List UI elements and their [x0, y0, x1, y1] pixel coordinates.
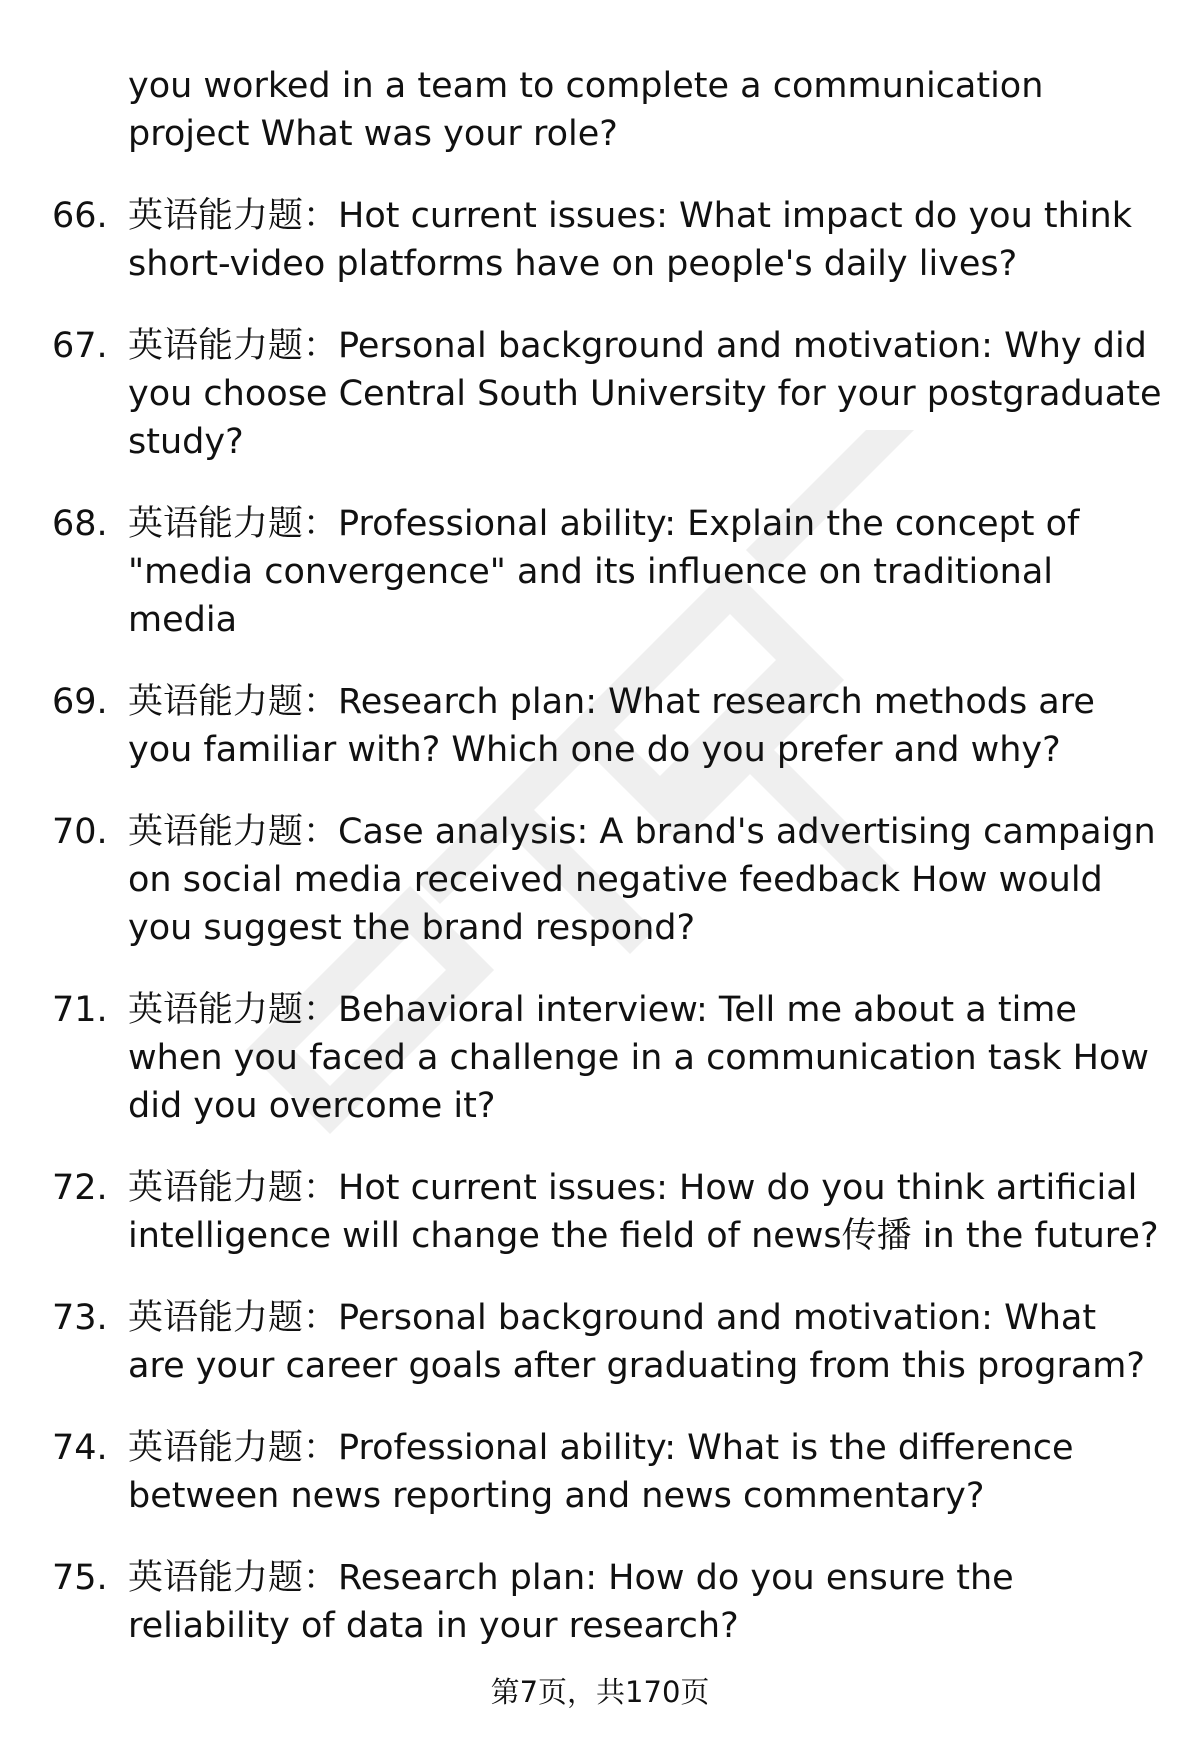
question-number: 68.	[52, 504, 108, 544]
list-item	[52, 1294, 1162, 1390]
list-item	[52, 192, 1162, 288]
page-footer: 第7页，共170页	[490, 1675, 710, 1709]
question-number: 69.	[52, 682, 108, 722]
question-number: 70.	[52, 812, 108, 852]
list-item	[52, 986, 1162, 1130]
list-item	[52, 322, 1162, 466]
question-text: 英语能力题：Professional ability: Explain the concept of "media convergence" and its influence on traditional media	[128, 504, 1080, 640]
question-text: 英语能力题：Case analysis: A brand's advertising campaign on social media received negative feedback How would you suggest the brand respond?	[128, 812, 1156, 948]
list-item	[52, 1424, 1162, 1520]
question-number: 75.	[52, 1558, 108, 1598]
question-text: 英语能力题：Research plan: What research methods are you familiar with? Which one do you prefer and why?	[128, 682, 1095, 770]
list-item	[52, 500, 1162, 644]
question-list	[52, 192, 1162, 1684]
question-text: 英语能力题：Research plan: How do you ensure the reliability of data in your research?	[128, 1558, 1014, 1646]
question-number: 73.	[52, 1298, 108, 1338]
question-number: 72.	[52, 1168, 108, 1208]
question-text: 英语能力题：Personal background and motivation: Why did you choose Central South University for your postgraduate study?	[128, 326, 1162, 462]
question-text: 英语能力题：Personal background and motivation: What are your career goals after graduating from this program?	[128, 1298, 1145, 1386]
question-number: 71.	[52, 990, 108, 1030]
question-number: 74.	[52, 1428, 108, 1468]
question-text: 英语能力题：Hot current issues: How do you think artificial intelligence will change the field of news传播 in the future?	[128, 1168, 1159, 1256]
list-item	[52, 678, 1162, 774]
question-text: 英语能力题：Professional ability: What is the difference between news reporting and news commentary?	[128, 1428, 1074, 1516]
list-item	[52, 1554, 1162, 1650]
question-number: 66.	[52, 196, 108, 236]
question-number: 67.	[52, 326, 108, 366]
question-text: 英语能力题：Hot current issues: What impact do you think short-video platforms have on people's daily lives?	[128, 196, 1132, 284]
question-text: 英语能力题：Behavioral interview: Tell me about a time when you faced a challenge in a communication task How did you overcome it?	[128, 990, 1150, 1126]
intro-continuation-text: you worked in a team to complete a communication project What was your role?	[128, 66, 1044, 154]
list-item	[52, 808, 1162, 952]
list-item	[52, 1164, 1162, 1260]
